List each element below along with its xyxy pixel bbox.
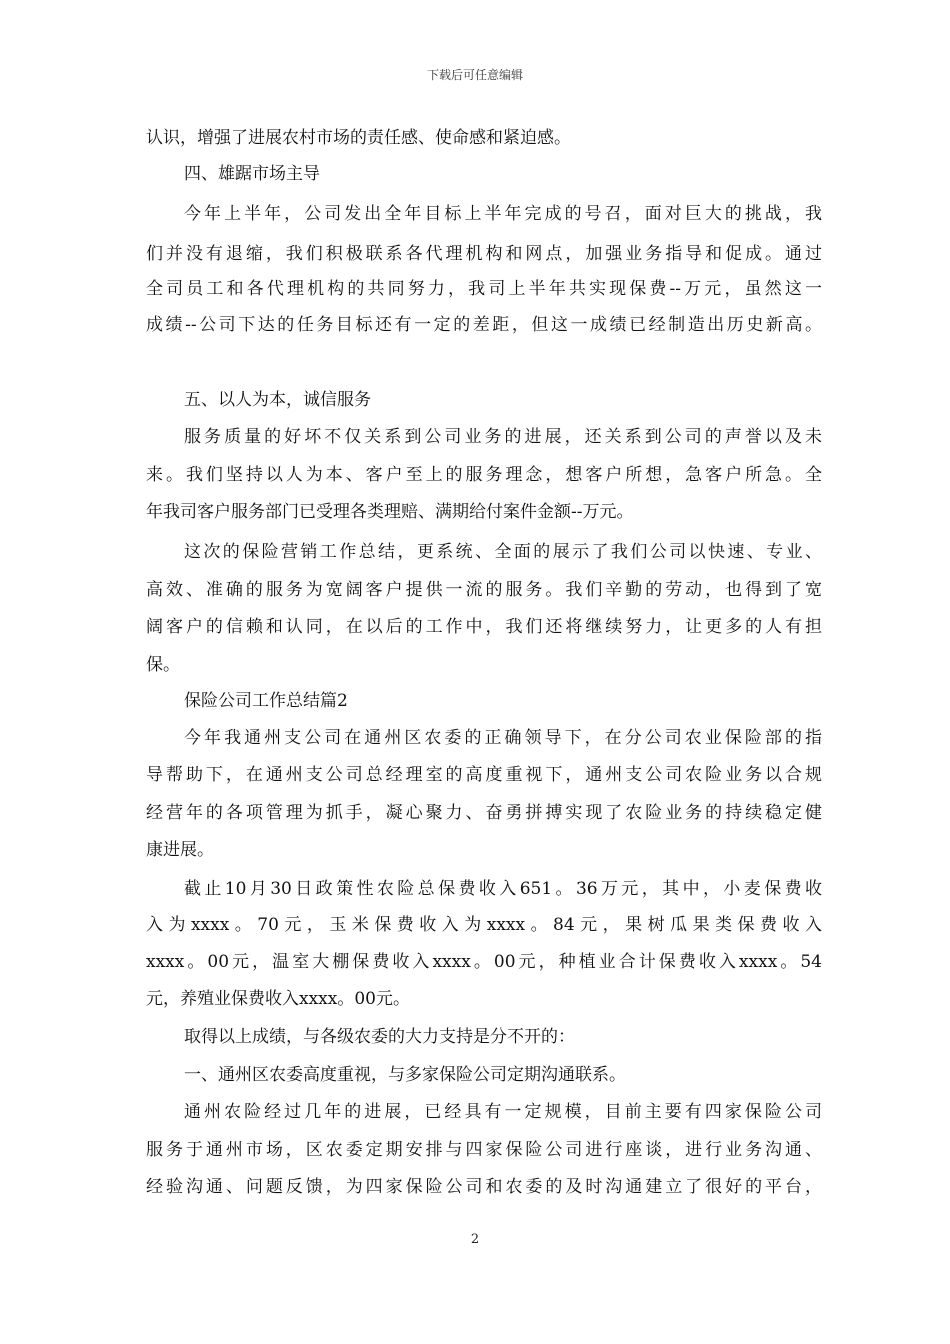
text-line: 元，养殖业保费收入xxxx。00元。 xyxy=(146,989,410,1009)
text-line: 通州农险经过几年的进展，已经具有一定规模，目前主要有四家保险公司 xyxy=(184,1102,822,1122)
text-line: 服务质量的好坏不仅关系到公司业务的进展，还关系到公司的声誉以及未 xyxy=(184,427,822,447)
text-line: 来。我们坚持以人为本、客户至上的服务理念，想客户所想，急客户所急。全 xyxy=(146,465,822,485)
text-line: 入为xxxx。70元，玉米保费收入为xxxx。84元，果树瓜果类保费收入 xyxy=(146,915,822,935)
section-heading: 一、通州区农委高度重视，与多家保险公司定期沟通联系。 xyxy=(184,1065,626,1085)
text-line: 今年上半年，公司发出全年目标上半年完成的号召，面对巨大的挑战，我 xyxy=(184,204,822,224)
text-line: 截止10月30日政策性农险总保费收入651。36万元，其中，小麦保费收 xyxy=(184,879,822,899)
text-line: 成绩--公司下达的任务目标还有一定的差距，但这一成绩已经制造出历史新高。 xyxy=(146,315,822,335)
page-number: 2 xyxy=(470,1232,480,1247)
page-header: 下载后可任意编辑 xyxy=(426,68,523,82)
text-line: 阔客户的信赖和认同，在以后的工作中，我们还将继续努力，让更多的人有担 xyxy=(146,617,822,637)
text-line: 服务于通州市场，区农委定期安排与四家保险公司进行座谈，进行业务沟通、 xyxy=(146,1140,822,1160)
text-line: xxxx。00元，温室大棚保费收入xxxx。00元，种植业合计保费收入xxxx。54 xyxy=(146,952,822,972)
text-line: 经营年的各项管理为抓手，凝心聚力、奋勇拼搏实现了农险业务的持续稳定健 xyxy=(146,803,822,823)
text-line: 经验沟通、问题反馈，为四家保险公司和农委的及时沟通建立了很好的平台， xyxy=(146,1177,822,1197)
text-line: 康进展。 xyxy=(146,840,214,860)
text-line: 这次的保险营销工作总结，更系统、全面的展示了我们公司以快速、专业、 xyxy=(184,542,822,562)
text-line: 保。 xyxy=(146,655,180,675)
text-line: 全司员工和各代理机构的共同努力，我司上半年共实现保费--万元，虽然这一 xyxy=(146,279,822,299)
text-line: 导帮助下，在通州支公司总经理室的高度重视下，通州支公司农险业务以合规 xyxy=(146,765,822,785)
text-line: 今年我通州支公司在通州区农委的正确领导下，在分公司农业保险部的指 xyxy=(184,728,822,748)
text-line: 高效、准确的服务为宽阔客户提供一流的服务。我们辛勤的劳动，也得到了宽 xyxy=(146,580,822,600)
section-heading: 五、以人为本，诚信服务 xyxy=(184,390,371,410)
text-line: 们并没有退缩，我们积极联系各代理机构和网点，加强业务指导和促成。通过 xyxy=(146,244,822,264)
text-line: 认识，增强了进展农村市场的责任感、使命感和紧迫感。 xyxy=(146,128,571,148)
section-heading: 保险公司工作总结篇2 xyxy=(184,691,348,711)
section-heading: 四、雄踞市场主导 xyxy=(184,164,320,184)
text-line: 取得以上成绩，与各级农委的大力支持是分不开的： xyxy=(184,1027,575,1047)
text-line: 年我司客户服务部门已受理各类理赔、满期给付案件金额--万元。 xyxy=(146,502,634,522)
